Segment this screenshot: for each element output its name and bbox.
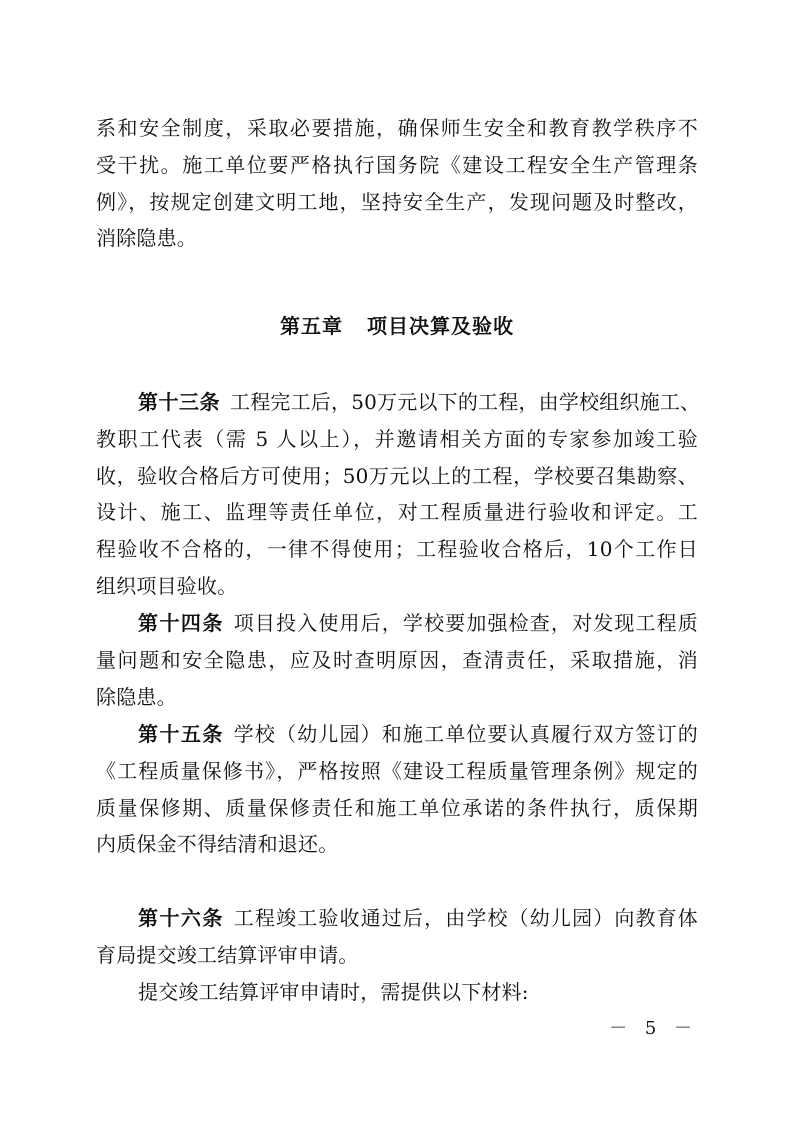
article-label: 第十四条 bbox=[138, 611, 224, 635]
paragraph-line: 《工程质量保修书》，严格按照《建设工程质量管理条例》规定的 bbox=[96, 758, 698, 783]
paragraph-line: 量问题和安全隐患，应及时查明原因，查清责任，采取措施，消 bbox=[96, 647, 698, 672]
article-16 bbox=[96, 900, 698, 974]
article-text: 学校（幼儿园）和施工单位要认真履行双方签订的 bbox=[233, 722, 698, 746]
article-15 bbox=[96, 716, 698, 863]
article-label: 第十三条 bbox=[138, 390, 220, 414]
article-13 bbox=[96, 384, 701, 605]
paragraph-line: 受干扰。施工单位要严格执行国务院《建设工程安全生产管理条 bbox=[96, 152, 698, 177]
paragraph-line: 消除隐患。 bbox=[96, 226, 197, 251]
article-text: 工程竣工验收通过后，由学校（幼儿园）向教育体 bbox=[233, 906, 698, 930]
article-label: 第十六条 bbox=[138, 906, 224, 930]
article-text: 项目投入使用后，学校要加强检查，对发现工程质 bbox=[233, 611, 698, 635]
paragraph-line: 系和安全制度，采取必要措施，确保师生安全和教育教学秩序不 bbox=[96, 116, 698, 140]
chapter-heading bbox=[0, 311, 794, 341]
paragraph-line: 内质保金不得结清和退还。 bbox=[96, 832, 339, 857]
paragraph-line bbox=[96, 384, 701, 421]
chapter-number: 第五章 bbox=[280, 314, 343, 338]
intro-paragraph bbox=[96, 110, 698, 257]
page-number: － 5 － bbox=[609, 1018, 698, 1039]
paragraph-line: 例》，按规定创建文明工地，坚持安全生产，发现问题及时整改， bbox=[96, 189, 698, 214]
closing-paragraph bbox=[96, 974, 698, 1011]
paragraph-line: 收，验收合格后方可使用；50万元以上的工程，学校要召集勘察、 bbox=[96, 463, 698, 488]
article-label: 第十五条 bbox=[138, 722, 224, 746]
paragraph-line: 育局提交竣工结算评审申请。 bbox=[96, 942, 359, 967]
paragraph-line bbox=[96, 605, 698, 642]
paragraph-line bbox=[96, 900, 698, 937]
paragraph-line: 教职工代表（需 5 人以上），并邀请相关方面的专家参加竣工验 bbox=[96, 426, 698, 451]
paragraph-line: 设计、施工、监理等责任单位，对工程质量进行验收和评定。工 bbox=[96, 500, 698, 525]
paragraph-line: 除隐患。 bbox=[96, 684, 177, 709]
paragraph-line bbox=[96, 716, 698, 753]
paragraph-line: 程验收不合格的，一律不得使用；工程验收合格后，10个工作日 bbox=[96, 537, 698, 562]
paragraph-line: 质量保修期、质量保修责任和施工单位承诺的条件执行，质保期 bbox=[96, 795, 698, 820]
paragraph-line: 提交竣工结算评审申请时，需提供以下材料: bbox=[138, 980, 529, 1004]
paragraph-line: 组织项目验收。 bbox=[96, 573, 238, 598]
article-text: 工程完工后，50万元以下的工程，由学校组织施工、 bbox=[230, 390, 701, 414]
article-14 bbox=[96, 605, 698, 715]
chapter-title: 项目决算及验收 bbox=[367, 314, 514, 338]
